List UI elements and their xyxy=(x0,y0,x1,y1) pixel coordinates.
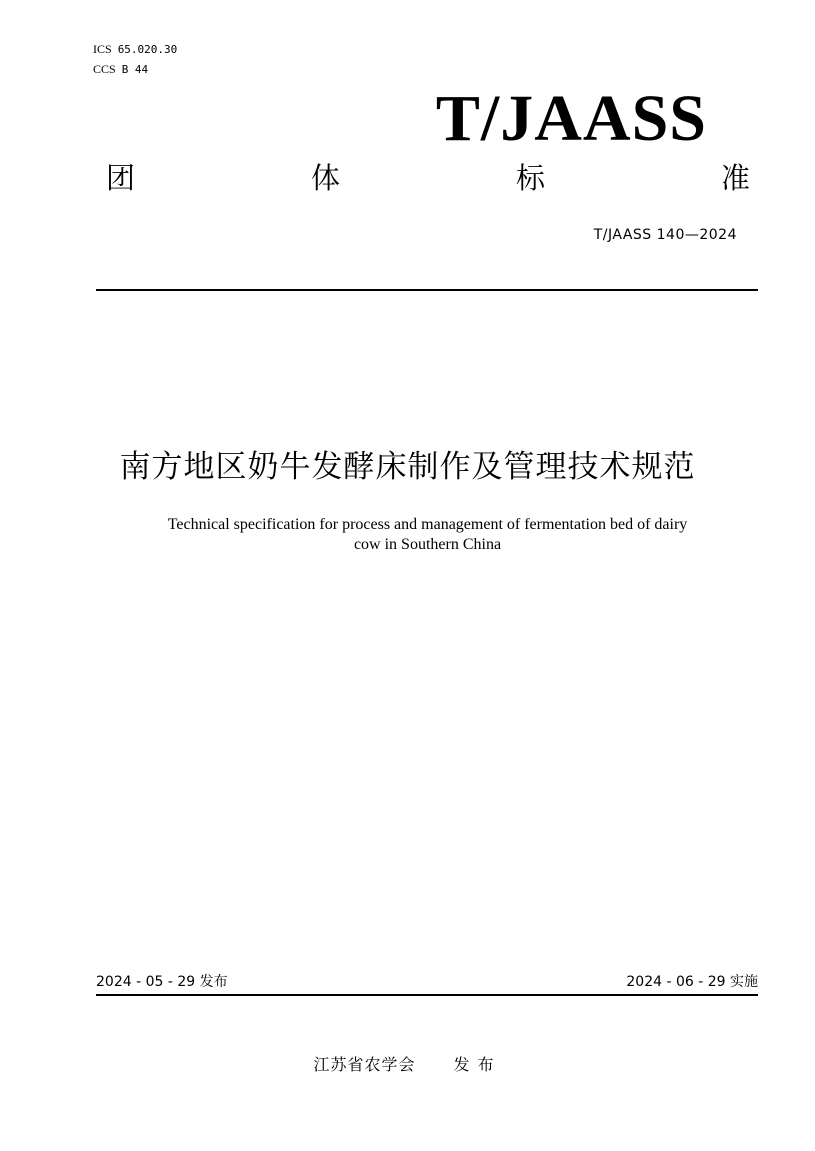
standard-type-char: 准 xyxy=(720,161,750,195)
ccs-label: CCS xyxy=(93,62,116,76)
bottom-divider xyxy=(96,994,758,996)
standard-type-char: 体 xyxy=(310,161,340,195)
top-divider xyxy=(96,289,758,291)
standard-type xyxy=(106,158,750,198)
issue-date: 2024 - 05 - 29 发布 xyxy=(96,974,228,990)
standard-type-char: 团 xyxy=(106,161,136,195)
org-code-logo: T/JAASS xyxy=(435,82,707,155)
title-chinese: 南方地区奶牛发酵床制作及管理技术规范 xyxy=(119,449,696,485)
publisher-action: 发布 xyxy=(453,1055,502,1074)
ics-value: 65.020.30 xyxy=(117,43,178,56)
title-english-line: cow in Southern China xyxy=(353,536,502,553)
ics-code xyxy=(93,39,177,60)
title-english-line: Technical specification for process and management of fermentation bed of dairy xyxy=(167,516,688,533)
standard-type-char: 标 xyxy=(515,161,545,195)
ics-label: ICS xyxy=(93,42,112,56)
ccs-code xyxy=(93,59,148,80)
implement-date: 2024 - 06 - 29 实施 xyxy=(626,974,758,990)
dates-row xyxy=(96,971,758,993)
publisher-org: 江苏省农学会 xyxy=(313,1055,416,1074)
standard-number: T/JAASS 140—2024 xyxy=(593,227,737,243)
publisher xyxy=(0,1053,815,1077)
ccs-value: B 44 xyxy=(121,63,149,76)
title-english xyxy=(95,515,760,555)
